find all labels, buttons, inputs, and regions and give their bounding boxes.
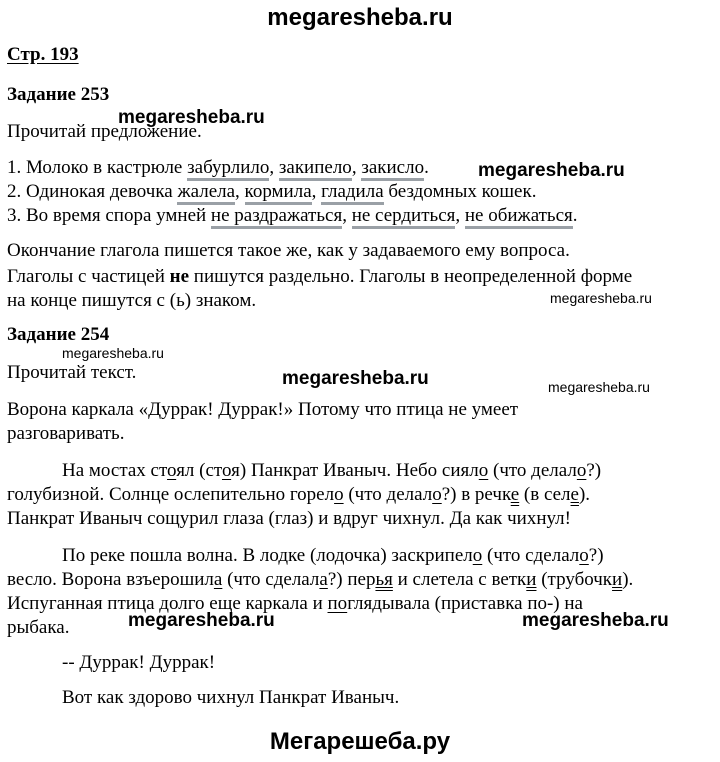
- task-254-title: Задание 254: [7, 324, 110, 345]
- paragraph-2-line-1: На мостах стоял (стоя) Панкрат Иваныч. Небо сияло (что делало?): [62, 460, 602, 481]
- dialogue-line: -- Дуррак! Дуррак!: [62, 652, 216, 673]
- paragraph-3-line-4: рыбака.: [7, 617, 70, 638]
- verb-emphasis: закипело: [279, 157, 352, 181]
- verb-emphasis: закисло: [361, 157, 424, 181]
- closing-line: Вот как здорово чихнул Панкрат Иваныч.: [62, 687, 400, 708]
- paragraph-3-line-2: весло. Ворона взъерошила (что сделала?) перья и слетела с ветки (трубочки).: [7, 569, 634, 590]
- watermark: megaresheba.ru: [128, 610, 275, 631]
- paragraph-3-line-3: Испуганная птица долго еще каркала и поглядывала (приставка по-) на: [7, 593, 583, 614]
- verb-emphasis: гладила: [321, 181, 384, 205]
- particle-ne: не: [169, 266, 190, 287]
- verb-emphasis: не сердиться: [352, 205, 456, 229]
- paragraph-3-line-1: По реке пошла волна. В лодке (лодочка) заскрипело (что сделало?): [62, 545, 604, 566]
- watermark: megaresheba.ru: [548, 379, 650, 395]
- watermark: megaresheba.ru: [478, 160, 625, 181]
- task-254-intro: Прочитай текст.: [7, 362, 137, 383]
- page-label: Стр. 193: [7, 44, 79, 65]
- watermark: megaresheba.ru: [282, 368, 429, 389]
- verb-emphasis: забурлило: [187, 157, 269, 181]
- site-watermark-top: megaresheba.ru: [267, 4, 453, 31]
- verb-emphasis: не раздражаться: [211, 205, 342, 229]
- paragraph-1-line-1: Ворона каркала «Дуррак! Дуррак!» Потому что птица не умеет: [7, 399, 519, 420]
- verb-emphasis: не обижаться: [465, 205, 573, 229]
- rule-line-3: на конце пишутся с (ь) знаком.: [7, 290, 257, 311]
- watermark: megaresheba.ru: [550, 290, 652, 306]
- watermark: megaresheba.ru: [522, 610, 669, 631]
- sentence-3: 3. Во время спора умней не раздражаться, не сердиться, не обижаться.: [7, 205, 578, 227]
- paragraph-2-line-2: голубизной. Солнце ослепительно горело (что делало?) в речке (в селе).: [7, 484, 591, 505]
- sentence-2: 2. Одинокая девочка жалела, кормила, гладила бездомных кошек.: [7, 181, 536, 203]
- rule-line-2: Глаголы с частицей не пишутся раздельно. Глаголы в неопределенной форме: [7, 266, 633, 287]
- sentence-1: 1. Молоко в кастрюле забурлило, закипело, закисло.: [7, 157, 429, 179]
- verb-emphasis: кормила: [245, 181, 312, 205]
- watermark: megaresheba.ru: [62, 345, 164, 361]
- task-253-intro: Прочитай предложение.: [7, 121, 202, 142]
- site-watermark-bottom: Мегарешеба.ру: [269, 728, 451, 755]
- verb-emphasis: жалела: [177, 181, 235, 205]
- paragraph-2-line-3: Панкрат Иваныч сощурил глаза (глаз) и вдруг чихнул. Да как чихнул!: [7, 508, 571, 529]
- task-253-title: Задание 253: [7, 84, 110, 105]
- rule-line-1: Окончание глагола пишется такое же, как у задаваемого ему вопроса.: [7, 240, 570, 261]
- paragraph-1-line-2: разговаривать.: [7, 423, 125, 444]
- watermark: megaresheba.ru: [118, 107, 265, 128]
